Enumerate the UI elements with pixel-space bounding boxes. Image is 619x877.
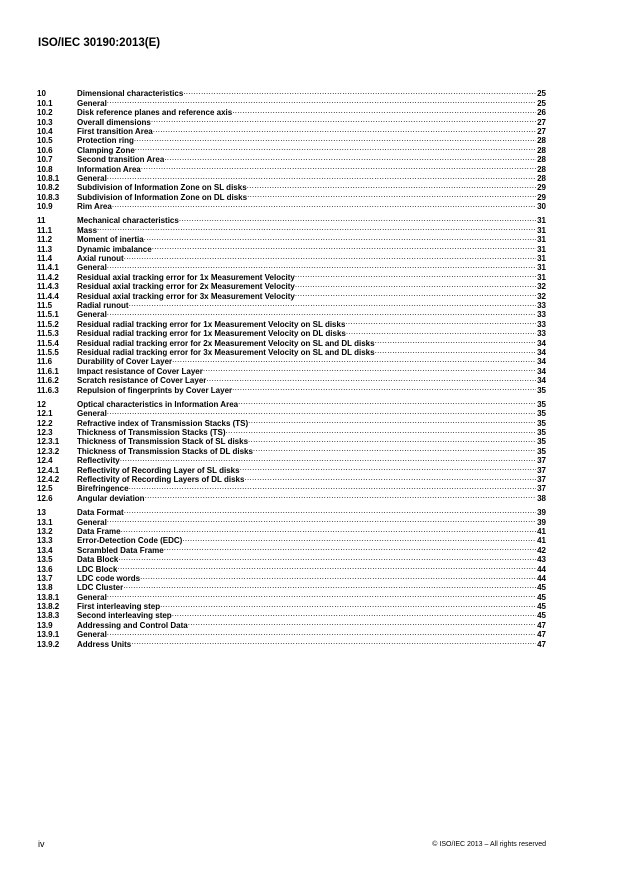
toc-entry-number: 11.6.1 [37, 366, 59, 376]
toc-entry[interactable] [37, 115, 546, 127]
toc-entry[interactable] [37, 383, 546, 395]
toc-entry-page: 37 [537, 465, 546, 475]
toc-dot-leader [124, 252, 536, 261]
toc-entry-title: Residual radial tracking error for 3x Measurement Velocity on SL and DL disks [77, 347, 375, 357]
toc-entry-title: Mechanical characteristics [77, 216, 179, 226]
toc-entry-title: Disk reference planes and reference axis [77, 108, 233, 118]
toc-entry-page: 35 [537, 399, 546, 409]
toc-entry[interactable] [37, 581, 546, 593]
toc-entry[interactable] [37, 223, 546, 235]
toc-entry[interactable] [37, 491, 546, 503]
toc-dot-leader [346, 327, 536, 336]
toc-entry-title: Reflectivity of Recording Layer of SL disks [77, 465, 240, 475]
toc-entry-title: Clamping Zone [77, 145, 135, 155]
toc-entry-number: 10.9 [37, 202, 53, 212]
page-number: iv [38, 839, 45, 849]
toc-entry[interactable] [37, 125, 546, 134]
toc-dot-leader [172, 355, 536, 364]
toc-dot-leader [118, 553, 536, 562]
toc-entry-title: Thickness of Transmission Stack of SL disks [77, 437, 249, 447]
toc-entry[interactable] [37, 609, 546, 621]
toc-dot-leader [107, 308, 536, 317]
toc-entry-title: General [77, 630, 107, 640]
toc-dot-leader [151, 115, 536, 124]
toc-entry[interactable] [37, 242, 546, 254]
toc-entry[interactable] [37, 143, 546, 155]
toc-dot-leader [172, 609, 536, 618]
toc-dot-leader [123, 581, 536, 590]
toc-entry-page: 28 [537, 173, 546, 183]
toc-entry-page: 37 [537, 484, 546, 494]
toc-entry-page: 41 [537, 526, 546, 536]
toc-dot-leader [188, 618, 536, 627]
toc-entry-number: 11.5.3 [37, 329, 59, 339]
toc-entry-number: 12.3.1 [37, 437, 60, 447]
toc-entry-title: Residual radial tracking error for 1x Measurement Velocity on SL disks [77, 319, 346, 329]
toc-entry[interactable] [37, 134, 546, 146]
toc-entry-title: Birefringence [77, 484, 129, 494]
toc-entry-page: 39 [537, 517, 546, 527]
toc-entry-title: LDC code words [77, 573, 141, 583]
toc-entry[interactable] [37, 482, 546, 494]
toc-entry-page: 27 [537, 126, 546, 136]
toc-entry-number: 12.4.2 [37, 475, 60, 485]
toc-entry-page: 35 [537, 428, 546, 438]
toc-entry[interactable] [37, 562, 546, 574]
toc-dot-leader [134, 134, 536, 143]
toc-entry-page: 25 [537, 89, 546, 99]
toc-dot-leader [107, 172, 536, 181]
toc-entry[interactable] [37, 327, 546, 339]
toc-entry-number: 12.4 [37, 456, 53, 466]
toc-entry-number: 13.2 [37, 526, 53, 536]
toc-entry-page: 45 [537, 602, 546, 612]
toc-dot-leader [107, 96, 536, 105]
toc-entry-page: 38 [537, 493, 546, 503]
toc-dot-leader [226, 426, 537, 435]
toc-entry-title: Protection ring [77, 136, 134, 146]
toc-entry-page: 45 [537, 583, 546, 593]
toc-dot-leader [295, 270, 536, 279]
toc-entry-number: 13.7 [37, 573, 53, 583]
toc-dot-leader [124, 506, 536, 515]
toc-dot-leader [112, 200, 536, 209]
toc-entry-page: 34 [537, 347, 546, 357]
toc-entry[interactable] [37, 308, 546, 320]
toc-entry-number: 10.8.1 [37, 173, 60, 183]
toc-dot-leader [295, 280, 536, 289]
toc-entry-page: 35 [537, 446, 546, 456]
toc-entry-page: 33 [537, 310, 546, 320]
toc-dot-leader [206, 374, 536, 383]
toc-entry-page: 31 [537, 244, 546, 254]
toc-entry-number: 11.3 [37, 244, 53, 254]
copyright-notice: © ISO/IEC 2013 – All rights reserved [432, 841, 546, 848]
toc-entry[interactable] [37, 153, 546, 165]
toc-entry-number: 11.5.4 [37, 338, 59, 348]
toc-entry-title: General [77, 263, 107, 273]
toc-entry-page: 35 [537, 418, 546, 428]
toc-dot-leader [160, 600, 536, 609]
toc-dot-leader [253, 444, 536, 453]
toc-dot-leader [248, 435, 536, 444]
toc-entry[interactable] [37, 87, 546, 99]
toc-dot-leader [141, 162, 536, 171]
toc-dot-leader [135, 143, 536, 152]
toc-dot-leader [182, 534, 536, 543]
toc-entry[interactable] [37, 534, 546, 546]
toc-entry-number: 12.5 [37, 484, 53, 494]
toc-entry[interactable] [37, 162, 546, 174]
toc-entry-number: 12.4.1 [37, 465, 60, 475]
toc-entry-page: 42 [537, 545, 546, 555]
toc-section-group [37, 398, 546, 501]
toc-entry-number: 11.1 [37, 225, 53, 235]
toc-entry-number: 11.2 [37, 235, 53, 245]
toc-dot-leader [295, 289, 536, 298]
toc-entry-title: Angular deviation [77, 493, 145, 503]
toc-entry-number: 13.5 [37, 555, 53, 565]
toc-entry[interactable] [37, 398, 546, 407]
toc-entry-title: First interleaving step [77, 602, 161, 612]
toc-entry-number: 11.4.4 [37, 291, 59, 301]
toc-entry-title: Moment of inertia [77, 235, 144, 245]
toc-dot-leader [248, 416, 536, 425]
toc-entry-title: Data Block [77, 555, 119, 565]
toc-entry-page: 43 [537, 555, 546, 565]
toc-entry-number: 10.6 [37, 145, 53, 155]
toc-entry-title: Thickness of Transmission Stacks of DL disks [77, 446, 253, 456]
toc-entry-page: 28 [537, 136, 546, 146]
toc-entry-page: 34 [537, 338, 546, 348]
toc-entry[interactable] [37, 590, 546, 602]
toc-entry-page: 30 [537, 202, 546, 212]
toc-dot-leader [232, 106, 536, 115]
toc-dot-leader [164, 153, 536, 162]
toc-entry-title: General [77, 517, 107, 527]
toc-entry-page: 37 [537, 475, 546, 485]
toc-entry-title: Error-Detection Code (EDC) [77, 536, 183, 546]
toc-entry-page: 25 [537, 98, 546, 108]
toc-entry-number: 10.4 [37, 126, 53, 136]
toc-entry-number: 12.1 [37, 409, 53, 419]
toc-entry[interactable] [37, 364, 546, 376]
toc-entry-page: 29 [537, 183, 546, 193]
toc-entry[interactable] [37, 261, 546, 273]
toc-entry-page: 47 [537, 639, 546, 649]
toc-entry-number: 13.4 [37, 545, 53, 555]
toc-entry-number: 11.6.3 [37, 385, 59, 395]
toc-entry-page: 33 [537, 300, 546, 310]
toc-dot-leader [375, 346, 537, 355]
toc-entry-number: 13.9.1 [37, 630, 60, 640]
toc-entry-number: 11.5.1 [37, 310, 59, 320]
toc-entry-title: Durability of Cover Layer [77, 357, 173, 367]
toc-entry-page: 28 [537, 145, 546, 155]
toc-entry[interactable] [37, 233, 546, 245]
toc-entry[interactable] [37, 473, 546, 485]
toc-entry[interactable] [37, 317, 546, 329]
toc-entry-number: 11.6.2 [37, 376, 59, 386]
toc-entry-title: Mass [77, 225, 98, 235]
toc-entry[interactable] [37, 416, 546, 428]
toc-dot-leader [107, 261, 536, 270]
toc-entry[interactable] [37, 200, 546, 212]
toc-entry-page: 31 [537, 263, 546, 273]
toc-entry-title: Reflectivity of Recording Layers of DL disks [77, 475, 245, 485]
toc-entry-number: 11.4.3 [37, 282, 59, 292]
toc-entry-title: Address Units [77, 639, 132, 649]
toc-entry-number: 11.4 [37, 254, 53, 264]
toc-entry-page: 45 [537, 611, 546, 621]
toc-entry-title: Reflectivity [77, 456, 120, 466]
toc-entry-title: General [77, 98, 107, 108]
toc-entry-page: 44 [537, 564, 546, 574]
toc-entry[interactable] [37, 600, 546, 612]
toc-entry-title: Data Frame [77, 526, 121, 536]
toc-entry-number: 11.4.2 [37, 272, 59, 282]
toc-dot-leader [107, 407, 536, 416]
toc-dot-leader [179, 214, 536, 223]
toc-dot-leader [232, 383, 536, 392]
toc-entry-page: 29 [537, 192, 546, 202]
toc-entry-title: Residual radial tracking error for 1x Measurement Velocity on DL disks [77, 329, 346, 339]
toc-entry-number: 10.2 [37, 108, 53, 118]
toc-entry[interactable] [37, 444, 546, 456]
toc-entry-number: 13.9 [37, 620, 53, 630]
toc-entry-title: Second interleaving step [77, 611, 172, 621]
toc-dot-leader [129, 299, 537, 308]
toc-dot-leader [140, 572, 536, 581]
toc-entry-title: Residual axial tracking error for 3x Measurement Velocity [77, 291, 295, 301]
toc-entry-page: 28 [537, 164, 546, 174]
toc-entry-page: 37 [537, 456, 546, 466]
toc-entry-number: 13.1 [37, 517, 53, 527]
toc-entry[interactable] [37, 214, 546, 226]
toc-entry-number: 10.3 [37, 117, 53, 127]
toc-entry-number: 12 [37, 399, 46, 409]
toc-dot-leader [375, 336, 537, 345]
toc-entry-title: Residual axial tracking error for 2x Measurement Velocity [77, 282, 295, 292]
toc-dot-leader [153, 125, 536, 134]
document-id-header: ISO/IEC 30190:2013(E) [38, 37, 161, 49]
toc-entry[interactable] [37, 172, 546, 181]
toc-entry-page: 41 [537, 536, 546, 546]
toc-entry-number: 10.8.2 [37, 183, 60, 193]
toc-entry[interactable] [37, 374, 546, 386]
toc-entry-page: 33 [537, 329, 546, 339]
toc-entry-page: 35 [537, 409, 546, 419]
toc-dot-leader [345, 317, 536, 326]
toc-entry-number: 10.5 [37, 136, 53, 146]
toc-entry[interactable] [37, 515, 546, 527]
toc-entry[interactable] [37, 270, 546, 282]
toc-entry[interactable] [37, 106, 546, 118]
toc-entry-page: 35 [537, 437, 546, 447]
toc-entry-number: 11.5.5 [37, 347, 59, 357]
toc-dot-leader [247, 190, 536, 199]
toc-entry-page: 45 [537, 592, 546, 602]
toc-entry-title: Subdivision of Information Zone on DL disks [77, 192, 248, 202]
toc-entry[interactable] [37, 96, 546, 108]
toc-entry-title: Data Format [77, 508, 124, 518]
toc-entry-title: Axial runout [77, 254, 124, 264]
toc-entry[interactable] [37, 435, 546, 447]
toc-entry-page: 28 [537, 155, 546, 165]
toc-entry-page: 47 [537, 630, 546, 640]
toc-entry[interactable] [37, 463, 546, 475]
toc-entry[interactable] [37, 336, 546, 348]
toc-entry-page: 32 [537, 282, 546, 292]
toc-entry[interactable] [37, 190, 546, 202]
toc-entry-title: Thickness of Transmission Stacks (TS) [77, 428, 226, 438]
toc-entry-title: Refractive index of Transmission Stacks (TS) [77, 418, 249, 428]
toc-entry-number: 11.5.2 [37, 319, 59, 329]
toc-dot-leader [203, 364, 536, 373]
table-of-contents [37, 87, 546, 647]
toc-entry-page: 47 [537, 620, 546, 630]
toc-dot-leader [107, 515, 536, 524]
toc-entry-number: 11.5 [37, 300, 53, 310]
toc-dot-leader [131, 637, 536, 646]
toc-entry[interactable] [37, 454, 546, 466]
toc-entry[interactable] [37, 299, 546, 308]
toc-entry-title: Second transition Area [77, 155, 165, 165]
toc-dot-leader [145, 491, 537, 500]
toc-dot-leader [121, 525, 537, 534]
toc-entry-title: First transition Area [77, 126, 153, 136]
toc-entry-number: 12.3.2 [37, 446, 60, 456]
toc-dot-leader [240, 463, 537, 472]
toc-entry[interactable] [37, 618, 546, 630]
toc-section-group [37, 87, 546, 212]
toc-entry-title: General [77, 409, 107, 419]
toc-entry-title: Subdivision of Information Zone on SL disks [77, 183, 247, 193]
toc-entry-number: 10.8.3 [37, 192, 60, 202]
toc-dot-leader [244, 473, 536, 482]
toc-dot-leader [247, 181, 536, 190]
toc-dot-leader [107, 590, 536, 599]
toc-entry-number: 12.6 [37, 493, 53, 503]
toc-entry-title: Repulsion of fingerprints by Cover Layer [77, 385, 233, 395]
toc-dot-leader [152, 242, 536, 251]
toc-dot-leader [120, 454, 536, 463]
toc-entry[interactable] [37, 289, 546, 301]
toc-entry-title: Dynamic imbalance [77, 244, 152, 254]
toc-entry-title: Scrambled Data Frame [77, 545, 164, 555]
toc-entry-title: Residual axial tracking error for 1x Measurement Velocity [77, 272, 295, 282]
toc-entry[interactable] [37, 280, 546, 292]
toc-dot-leader [164, 543, 536, 552]
toc-entry-number: 11.6 [37, 357, 53, 367]
toc-entry-page: 34 [537, 357, 546, 367]
toc-entry[interactable] [37, 407, 546, 419]
toc-entry-page: 31 [537, 254, 546, 264]
toc-entry-number: 10.1 [37, 98, 53, 108]
toc-entry-number: 13.6 [37, 564, 53, 574]
toc-entry-page: 26 [537, 108, 546, 118]
toc-entry-page: 33 [537, 319, 546, 329]
toc-entry-page: 34 [537, 366, 546, 376]
toc-entry-title: Scratch resistance of Cover Layer [77, 376, 207, 386]
toc-entry-page: 31 [537, 225, 546, 235]
toc-entry-page: 27 [537, 117, 546, 127]
toc-entry-page: 31 [537, 272, 546, 282]
toc-entry-title: LDC Block [77, 564, 118, 574]
toc-entry-page: 32 [537, 291, 546, 301]
toc-entry-page: 44 [537, 573, 546, 583]
toc-dot-leader [144, 233, 536, 242]
toc-entry-page: 31 [537, 235, 546, 245]
toc-entry-page: 39 [537, 508, 546, 518]
toc-entry[interactable] [37, 543, 546, 555]
toc-entry-page: 31 [537, 216, 546, 226]
toc-dot-leader [183, 87, 536, 96]
toc-entry-number: 11 [37, 216, 46, 226]
toc-entry[interactable] [37, 355, 546, 367]
toc-entry[interactable] [37, 426, 546, 438]
toc-entry-title: Optical characteristics in Information Area [77, 399, 239, 409]
toc-entry-title: LDC Cluster [77, 583, 124, 593]
toc-entry[interactable] [37, 637, 546, 649]
toc-entry-page: 35 [537, 385, 546, 395]
toc-entry-title: Residual radial tracking error for 2x Measurement Velocity on SL and DL disks [77, 338, 375, 348]
toc-dot-leader [238, 398, 536, 407]
toc-entry-page: 34 [537, 376, 546, 386]
toc-entry-title: General [77, 310, 107, 320]
toc-entry-title: Overall dimensions [77, 117, 151, 127]
toc-entry-title: General [77, 592, 107, 602]
toc-entry[interactable] [37, 628, 546, 640]
toc-entry[interactable] [37, 252, 546, 264]
toc-entry-number: 13.8.3 [37, 611, 60, 621]
toc-entry-number: 10.8 [37, 164, 53, 174]
toc-dot-leader [129, 482, 537, 491]
toc-entry-number: 13.8.2 [37, 602, 60, 612]
toc-entry[interactable] [37, 181, 546, 193]
toc-entry-title: Rim Area [77, 202, 112, 212]
toc-entry-title: Radial runout [77, 300, 129, 310]
toc-entry-number: 12.2 [37, 418, 53, 428]
toc-entry-title: General [77, 173, 107, 183]
toc-entry-title: Impact resistance of Cover Layer [77, 366, 203, 376]
toc-entry-title: Addressing and Control Data [77, 620, 188, 630]
toc-entry[interactable] [37, 553, 546, 565]
toc-dot-leader [107, 628, 536, 637]
toc-section-group [37, 506, 546, 647]
toc-entry[interactable] [37, 525, 546, 534]
toc-dot-leader [117, 562, 536, 571]
toc-entry-number: 10.7 [37, 155, 53, 165]
toc-entry[interactable] [37, 506, 546, 518]
toc-entry-number: 13.8.1 [37, 592, 60, 602]
toc-entry[interactable] [37, 346, 546, 355]
toc-entry[interactable] [37, 572, 546, 581]
toc-entry-number: 10 [37, 89, 46, 99]
toc-entry-number: 13.9.2 [37, 639, 60, 649]
toc-entry-number: 13.8 [37, 583, 53, 593]
toc-entry-number: 13.3 [37, 536, 53, 546]
toc-section-group [37, 214, 546, 395]
toc-entry-title: Information Area [77, 164, 141, 174]
toc-entry-number: 11.4.1 [37, 263, 59, 273]
toc-dot-leader [97, 223, 536, 232]
toc-entry-number: 12.3 [37, 428, 53, 438]
toc-entry-title: Dimensional characteristics [77, 89, 184, 99]
toc-entry-number: 13 [37, 508, 46, 518]
